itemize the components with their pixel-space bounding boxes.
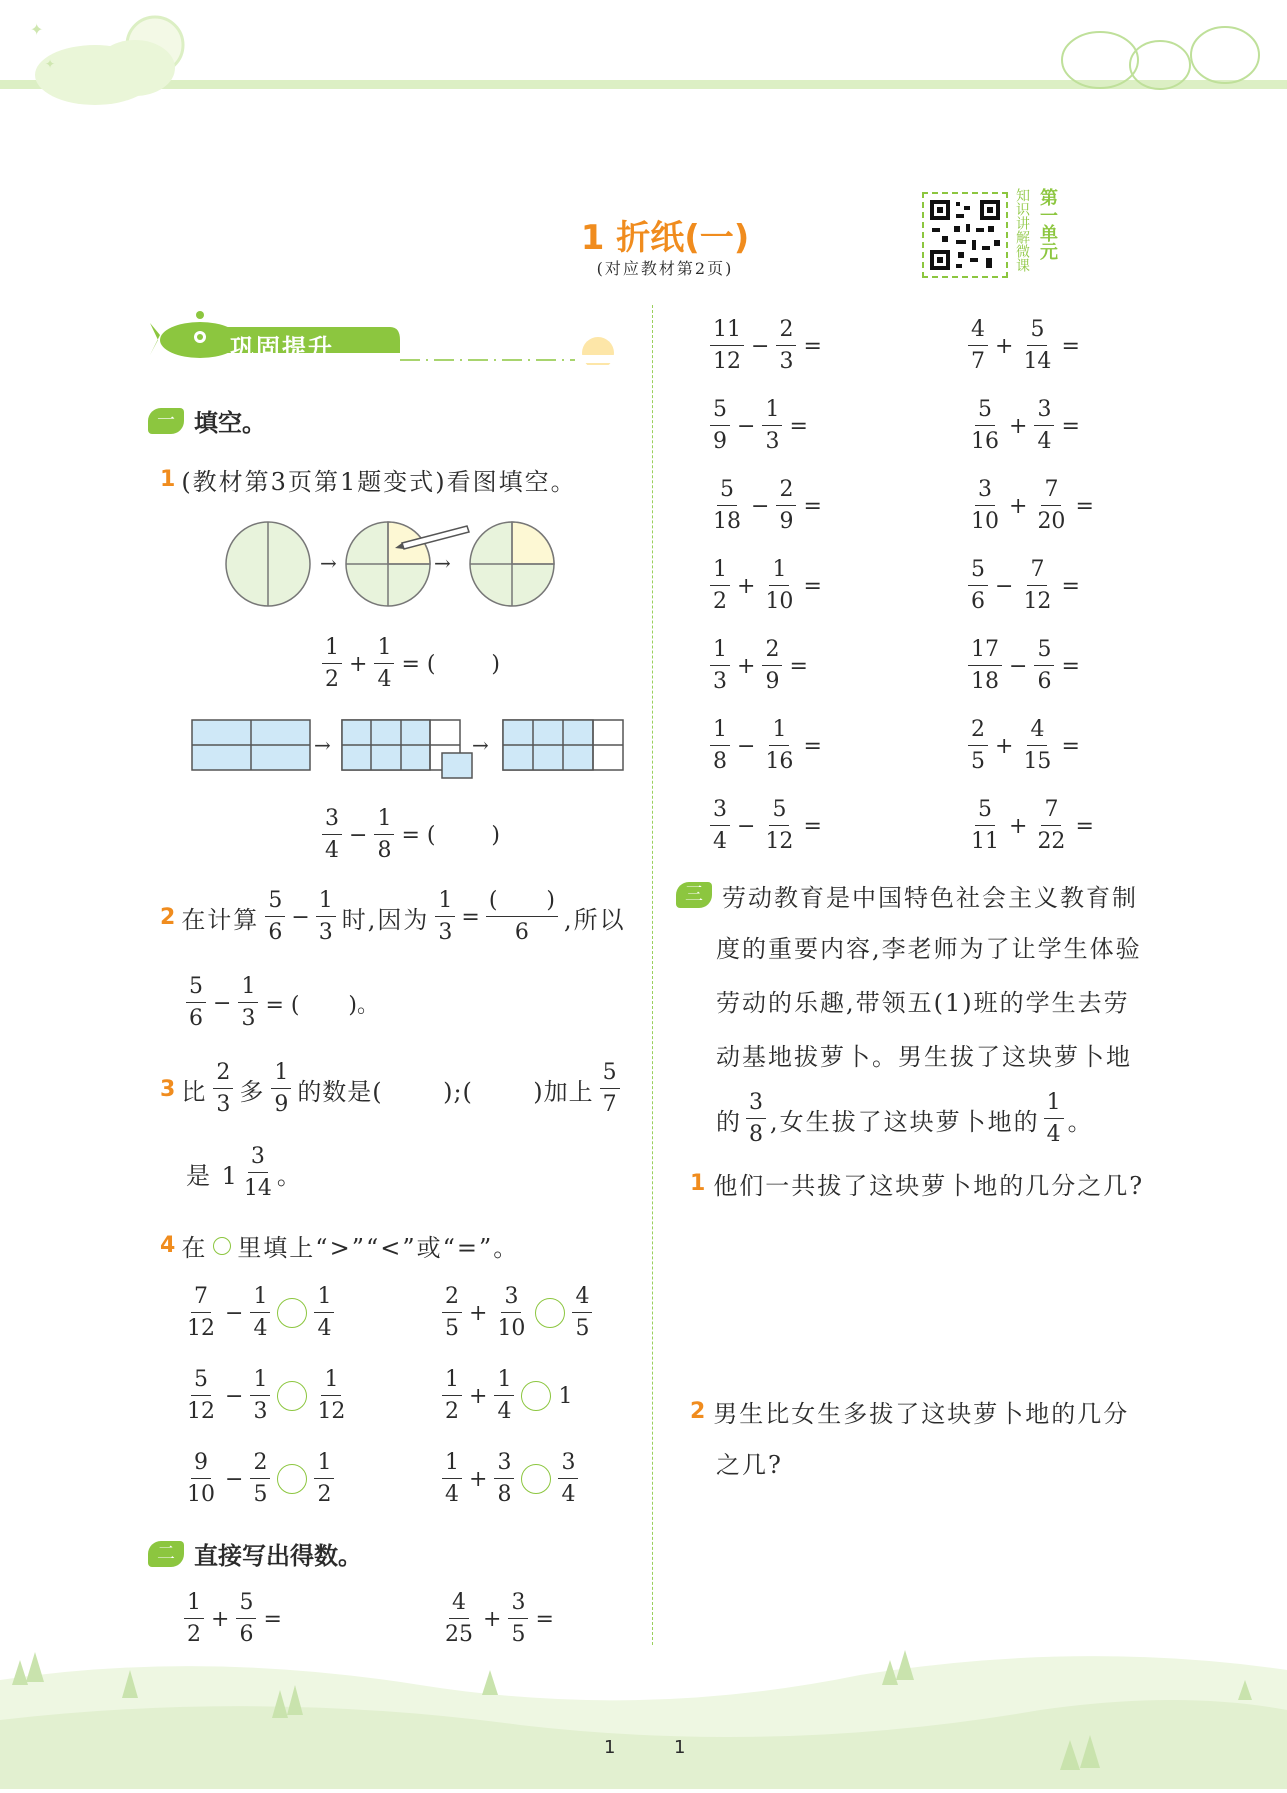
- calc-item: $\frac{1}{3}$ + $\frac{2}{9}$ =: [710, 626, 822, 706]
- fraction: $\frac{5}{6}$: [186, 976, 206, 1030]
- q4-row: $\frac{5}{12}$ − $\frac{1}{3}$ $\frac{1}{12}$ $\frac{1}{2}$ + $\frac{1}{4}$ 1: [187, 1367, 573, 1424]
- qr-caption-1: 知识讲解微课: [1014, 188, 1030, 272]
- answer-blank[interactable]: =: [803, 493, 822, 519]
- svg-text:→: →: [320, 551, 337, 575]
- answer-blank[interactable]: =: [1061, 413, 1080, 439]
- calc-item: $\frac{1}{8}$ − $\frac{1}{16}$ =: [710, 706, 822, 786]
- calc-item: $\frac{5}{18}$ − $\frac{2}{9}$ =: [713, 477, 822, 534]
- fraction: $\frac{1}{2}$: [322, 637, 342, 691]
- section-banner: [150, 305, 630, 365]
- q4-row: $\frac{9}{10}$ − $\frac{2}{5}$ $\frac{1}{2}$ $\frac{1}{4}$ + $\frac{3}{8}$ $\frac{3}{4}$: [184, 1452, 604, 1535]
- calc-item: $\frac{1}{2}$ + $\frac{1}{10}$ =: [710, 546, 822, 626]
- q4-prompt: 4 在 里填上“>”“<”或“=”。: [160, 1233, 520, 1262]
- bottom-landscape: [0, 1640, 1287, 1789]
- calc-item: $\frac{4}{7}$ + $\frac{5}{14}$ =: [968, 306, 1094, 386]
- compare-circle[interactable]: [277, 1381, 307, 1411]
- column-divider: [652, 305, 653, 1645]
- answer-blank[interactable]: =: [803, 733, 822, 759]
- svg-text:→: →: [434, 551, 451, 575]
- answer-blank[interactable]: = ( ): [401, 822, 500, 848]
- page-number-left: 1: [604, 1737, 616, 1758]
- section-1-heading: [148, 403, 266, 438]
- circle-fold-figure: [222, 518, 562, 610]
- answer-blank[interactable]: =: [803, 573, 822, 599]
- calc-item: $\frac{2}{5}$ + $\frac{4}{15}$ =: [968, 706, 1094, 786]
- compare-circle[interactable]: [277, 1298, 307, 1328]
- q1-equation-1: $\frac{1}{2}$ + $\frac{1}{4}$ = ( ): [322, 637, 500, 691]
- calc-item: $\frac{5}{16}$ + $\frac{3}{4}$ =: [971, 397, 1080, 454]
- q3-line-1: 3 比 $\frac{2}{3}$ 多 $\frac{1}{9}$ 的数是( );( )加上 $\frac{5}{7}$: [160, 1062, 620, 1116]
- page-title: [545, 210, 785, 259]
- qr-code-icon: [926, 196, 1004, 274]
- answer-blank[interactable]: =: [1061, 573, 1080, 599]
- sub-2-number: 2: [690, 1398, 706, 1424]
- answer-blank[interactable]: =: [803, 333, 822, 359]
- calc-item: $\frac{4}{25}$ + $\frac{3}{5}$ =: [445, 1590, 554, 1647]
- compare-circle[interactable]: [535, 1298, 565, 1328]
- section-3: [676, 868, 1176, 1154]
- calc-item: $\frac{3}{10}$ + $\frac{7}{20}$ =: [971, 477, 1094, 534]
- page-subtitle: (对应教材第2页): [596, 259, 734, 278]
- section-3-line: 度的重要内容,李老师为了让学生体验: [716, 935, 1142, 963]
- answer-blank[interactable]: =: [1075, 493, 1094, 519]
- answer-blank[interactable]: =: [803, 813, 822, 839]
- answer-blank[interactable]: =: [535, 1606, 554, 1632]
- fraction: $\frac{1}{8}$: [374, 808, 394, 862]
- circle-icon: [213, 1237, 231, 1255]
- fraction: $\frac{1}{4}$: [374, 637, 394, 691]
- calc-column-2: [968, 306, 1094, 866]
- q4-compare-grid: [184, 1286, 604, 1535]
- section-3-badge: 三: [676, 882, 712, 908]
- page-number-right: 1: [674, 1737, 686, 1758]
- q3-line-2: 是 1 $\frac{3}{14}$ 。: [186, 1144, 303, 1201]
- svg-text:✦: ✦: [30, 20, 44, 39]
- svg-text:→: →: [314, 733, 331, 757]
- q4-row: $\frac{7}{12}$ − $\frac{1}{4}$ $\frac{1}{4}$ $\frac{2}{5}$ + $\frac{3}{10}$ $\frac{4}{5}$: [184, 1286, 604, 1369]
- fraction: $\frac{1}{3}$: [435, 890, 455, 944]
- qr-code[interactable]: [922, 192, 1008, 278]
- fraction: $\frac{2}{3}$: [213, 1062, 233, 1116]
- q1-prompt: [160, 462, 577, 497]
- section-2-badge: 二: [148, 1541, 184, 1567]
- calc-item: $\frac{17}{18}$ − $\frac{5}{6}$ =: [968, 626, 1094, 706]
- answer-blank[interactable]: =: [789, 413, 808, 439]
- calc-item: $\frac{5}{11}$ + $\frac{7}{22}$ =: [971, 797, 1094, 854]
- q2-line-2: $\frac{5}{6}$ − $\frac{1}{3}$ = ( )。: [186, 976, 379, 1030]
- answer-blank[interactable]: =: [1061, 733, 1080, 759]
- rectangle-fold-figure: [190, 718, 630, 780]
- top-decoration: [0, 0, 1287, 110]
- compare-circle[interactable]: [521, 1464, 551, 1494]
- calc-column-1: [710, 306, 822, 866]
- fraction: $\frac{5}{7}$: [600, 1062, 620, 1116]
- section-3-line: 劳动教育是中国特色社会主义教育制: [722, 883, 1138, 912]
- qr-caption: [1012, 188, 1056, 284]
- sub-1-number: 1: [690, 1171, 706, 1196]
- answer-blank[interactable]: =: [263, 1606, 282, 1632]
- compare-circle[interactable]: [277, 1464, 307, 1494]
- answer-blank[interactable]: =: [1061, 333, 1080, 359]
- answer-area-2[interactable]: [710, 1500, 1160, 1630]
- whale-banner-icon: [150, 305, 630, 365]
- section-1-title: 填空。: [194, 409, 266, 437]
- section-3-line: 动基地拔萝卜。男生拔了这块萝卜地: [716, 1043, 1132, 1071]
- fraction: $\frac{1}{3}$: [238, 976, 258, 1030]
- answer-blank[interactable]: = ( )。: [265, 992, 379, 1018]
- answer-blank[interactable]: =: [789, 653, 808, 679]
- q1-equation-2: $\frac{3}{4}$ − $\frac{1}{8}$ = ( ): [322, 808, 500, 862]
- q2-line-1: 2 在计算 $\frac{5}{6}$ − $\frac{1}{3}$ 时,因为 $\frac{1}{3}$ = $\frac{( )}{6}$ ,所以: [160, 888, 626, 945]
- answer-blank[interactable]: 的数是( );( )加上: [297, 1077, 594, 1106]
- fraction: $\frac{5}{6}$: [265, 890, 285, 944]
- calc-item: $\frac{1}{2}$ + $\frac{5}{6}$ =: [184, 1592, 282, 1646]
- q1-text: (教材第3页第1题变式)看图填空。: [181, 468, 577, 496]
- calc-item: $\frac{5}{6}$ − $\frac{7}{12}$ =: [968, 546, 1094, 626]
- answer-area-1[interactable]: [710, 1210, 1160, 1360]
- section-1-badge: 一: [148, 408, 184, 434]
- calc-item: $\frac{5}{9}$ − $\frac{1}{3}$ =: [710, 386, 822, 466]
- q1-number: 1: [160, 467, 176, 492]
- answer-blank[interactable]: =: [1061, 653, 1080, 679]
- calc-item: $\frac{11}{12}$ − $\frac{2}{3}$ =: [710, 306, 822, 386]
- section-2-heading: [148, 1536, 362, 1571]
- section-2-title: 直接写出得数。: [194, 1542, 362, 1570]
- answer-blank[interactable]: = ( ): [401, 651, 500, 677]
- qr-caption-2: 第一单元: [1037, 188, 1058, 260]
- title-text: 折纸(一): [616, 218, 750, 258]
- section-3-sub-1: 1 他们一共拔了这块萝卜地的几分之几?: [690, 1171, 1145, 1200]
- fraction: $\frac{1}{9}$: [271, 1062, 291, 1116]
- q2-number: 2: [160, 904, 176, 930]
- compare-circle[interactable]: [521, 1381, 551, 1411]
- q3-number: 3: [160, 1076, 176, 1102]
- section-3-line-5: 的 $\frac{3}{8}$ ,女生拔了这块萝卜地的 $\frac{1}{4}$ 。: [716, 1090, 1094, 1147]
- answer-blank-fraction[interactable]: $\frac{( )}{6}$: [486, 890, 558, 944]
- section-3-line: 劳动的乐趣,带领五(1)班的学生去劳: [716, 989, 1130, 1017]
- svg-text:✦: ✦: [45, 57, 56, 71]
- q4-number: 4: [160, 1233, 176, 1258]
- fraction: $\frac{3}{14}$: [243, 1144, 272, 1201]
- calc-item: $\frac{3}{4}$ − $\frac{5}{12}$ =: [710, 786, 822, 866]
- banner-label: 巩固提升: [230, 334, 334, 362]
- svg-text:→: →: [472, 733, 489, 757]
- title-number: 1: [580, 218, 605, 258]
- section-3-sub-2: 2 男生比女生多拔了这块萝卜地的几分 之几?: [690, 1398, 1130, 1479]
- answer-blank[interactable]: =: [1075, 813, 1094, 839]
- fraction: $\frac{3}{4}$: [322, 808, 342, 862]
- fraction: $\frac{1}{3}$: [316, 890, 336, 944]
